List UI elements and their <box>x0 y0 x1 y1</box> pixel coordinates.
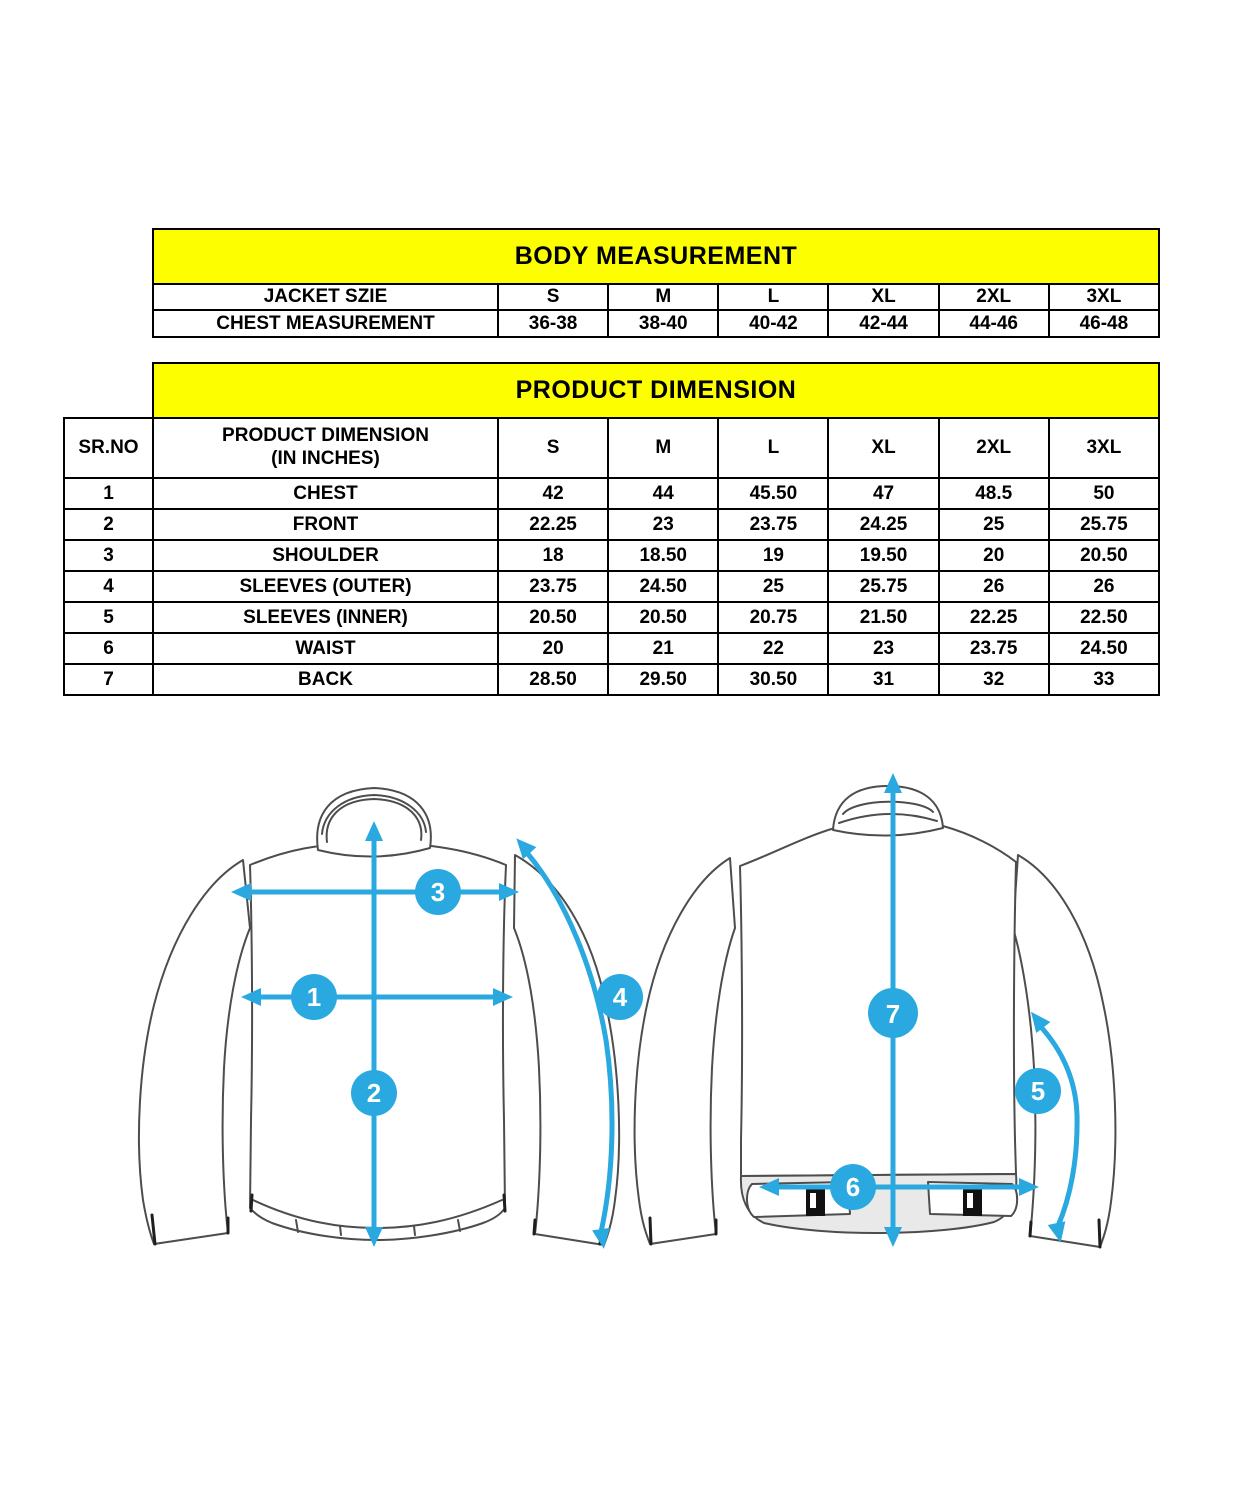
value-cell: 42-44 <box>828 310 938 337</box>
svg-text:4: 4 <box>612 982 628 1012</box>
value-cell: 29.50 <box>608 664 718 695</box>
table-row <box>64 363 1159 418</box>
size-header-cell: 3XL <box>1049 284 1159 310</box>
value-cell: 23 <box>608 509 718 540</box>
marker-2-front <box>351 1070 397 1116</box>
marker-6-waist <box>830 1164 876 1210</box>
size-header-cell: XL <box>828 418 938 478</box>
value-cell: 23.75 <box>939 633 1049 664</box>
marker-5-sleeves-inner <box>1015 1068 1061 1114</box>
product-dimension-table <box>63 362 1160 696</box>
dimension-header-line1: PRODUCT DIMENSION <box>222 425 429 447</box>
value-cell: 18 <box>498 540 608 571</box>
srno-cell: 3 <box>64 540 153 571</box>
value-cell: 47 <box>828 478 938 509</box>
value-cell: 24.50 <box>1049 633 1159 664</box>
dimension-label-cell: BACK <box>153 664 498 695</box>
size-header-cell: XL <box>828 284 938 310</box>
srno-cell: 6 <box>64 633 153 664</box>
table-row <box>64 633 1159 664</box>
table-row <box>153 229 1159 284</box>
value-cell: 25.75 <box>828 571 938 602</box>
value-cell: 38-40 <box>608 310 718 337</box>
table-row <box>64 602 1159 633</box>
table-row <box>64 418 1159 478</box>
value-cell: 33 <box>1049 664 1159 695</box>
table-row <box>64 571 1159 602</box>
value-cell: 42 <box>498 478 608 509</box>
value-cell: 25.75 <box>1049 509 1159 540</box>
table-row <box>64 509 1159 540</box>
value-cell: 18.50 <box>608 540 718 571</box>
marker-7-back <box>868 988 918 1038</box>
value-cell: 26 <box>1049 571 1159 602</box>
size-header-cell: 3XL <box>1049 418 1159 478</box>
svg-text:6: 6 <box>845 1172 861 1202</box>
jacket-measurement-diagram <box>0 770 1250 1300</box>
value-cell: 24.50 <box>608 571 718 602</box>
value-cell: 21 <box>608 633 718 664</box>
svg-text:3: 3 <box>430 877 446 907</box>
value-cell: 23 <box>828 633 938 664</box>
value-cell: 22.25 <box>498 509 608 540</box>
value-cell: 48.5 <box>939 478 1049 509</box>
dimension-label-cell: CHEST <box>153 478 498 509</box>
value-cell: 20 <box>939 540 1049 571</box>
value-cell: 21.50 <box>828 602 938 633</box>
value-cell: 28.50 <box>498 664 608 695</box>
value-cell: 20.50 <box>498 602 608 633</box>
table-row <box>153 310 1159 337</box>
srno-cell: 7 <box>64 664 153 695</box>
size-header-cell: S <box>498 418 608 478</box>
srno-header-cell: SR.NO <box>64 418 153 478</box>
value-cell: 22.25 <box>939 602 1049 633</box>
svg-text:1: 1 <box>306 982 322 1012</box>
spacer-cell <box>64 363 153 418</box>
body-measurement-title: BODY MEASUREMENT <box>153 229 1159 284</box>
value-cell: 20.50 <box>1049 540 1159 571</box>
size-header-cell: L <box>718 284 828 310</box>
value-cell: 44 <box>608 478 718 509</box>
size-header-cell: L <box>718 418 828 478</box>
value-cell: 19.50 <box>828 540 938 571</box>
value-cell: 32 <box>939 664 1049 695</box>
value-cell: 46-48 <box>1049 310 1159 337</box>
marker-4-sleeves-outer <box>597 974 643 1020</box>
value-cell: 26 <box>939 571 1049 602</box>
srno-cell: 5 <box>64 602 153 633</box>
size-header-cell: M <box>608 418 718 478</box>
value-cell: 23.75 <box>718 509 828 540</box>
value-cell: 19 <box>718 540 828 571</box>
srno-cell: 4 <box>64 571 153 602</box>
product-dimension-title: PRODUCT DIMENSION <box>153 363 1159 418</box>
front-jacket-drawing <box>139 788 619 1245</box>
dimension-label-cell: SLEEVES (INNER) <box>153 602 498 633</box>
value-cell: 25 <box>718 571 828 602</box>
value-cell: 45.50 <box>718 478 828 509</box>
srno-cell: 2 <box>64 509 153 540</box>
srno-cell: 1 <box>64 478 153 509</box>
value-cell: 25 <box>939 509 1049 540</box>
svg-text:2: 2 <box>366 1078 382 1108</box>
table-row <box>64 540 1159 571</box>
value-cell: 23.75 <box>498 571 608 602</box>
row-label-cell: JACKET SZIE <box>153 284 498 310</box>
table-row <box>153 284 1159 310</box>
size-header-cell: M <box>608 284 718 310</box>
dimension-label-cell: WAIST <box>153 633 498 664</box>
dimension-label-cell: FRONT <box>153 509 498 540</box>
dimension-label-cell: SLEEVES (OUTER) <box>153 571 498 602</box>
marker-1-chest <box>291 974 337 1020</box>
body-measurement-table <box>152 228 1160 338</box>
value-cell: 31 <box>828 664 938 695</box>
value-cell: 20.75 <box>718 602 828 633</box>
dimension-label-cell: SHOULDER <box>153 540 498 571</box>
dimension-header-line2: (IN INCHES) <box>271 448 380 469</box>
marker-3-shoulder <box>415 869 461 915</box>
table-row <box>64 664 1159 695</box>
dimension-header-cell <box>153 418 498 478</box>
size-header-cell: 2XL <box>939 418 1049 478</box>
value-cell: 20.50 <box>608 602 718 633</box>
value-cell: 44-46 <box>939 310 1049 337</box>
value-cell: 30.50 <box>718 664 828 695</box>
value-cell: 22 <box>718 633 828 664</box>
value-cell: 50 <box>1049 478 1159 509</box>
value-cell: 20 <box>498 633 608 664</box>
svg-text:5: 5 <box>1030 1076 1046 1106</box>
size-header-cell: 2XL <box>939 284 1049 310</box>
table-row <box>64 478 1159 509</box>
value-cell: 36-38 <box>498 310 608 337</box>
svg-text:7: 7 <box>885 999 901 1029</box>
value-cell: 22.50 <box>1049 602 1159 633</box>
value-cell: 24.25 <box>828 509 938 540</box>
row-label-cell: CHEST MEASUREMENT <box>153 310 498 337</box>
size-header-cell: S <box>498 284 608 310</box>
value-cell: 40-42 <box>718 310 828 337</box>
